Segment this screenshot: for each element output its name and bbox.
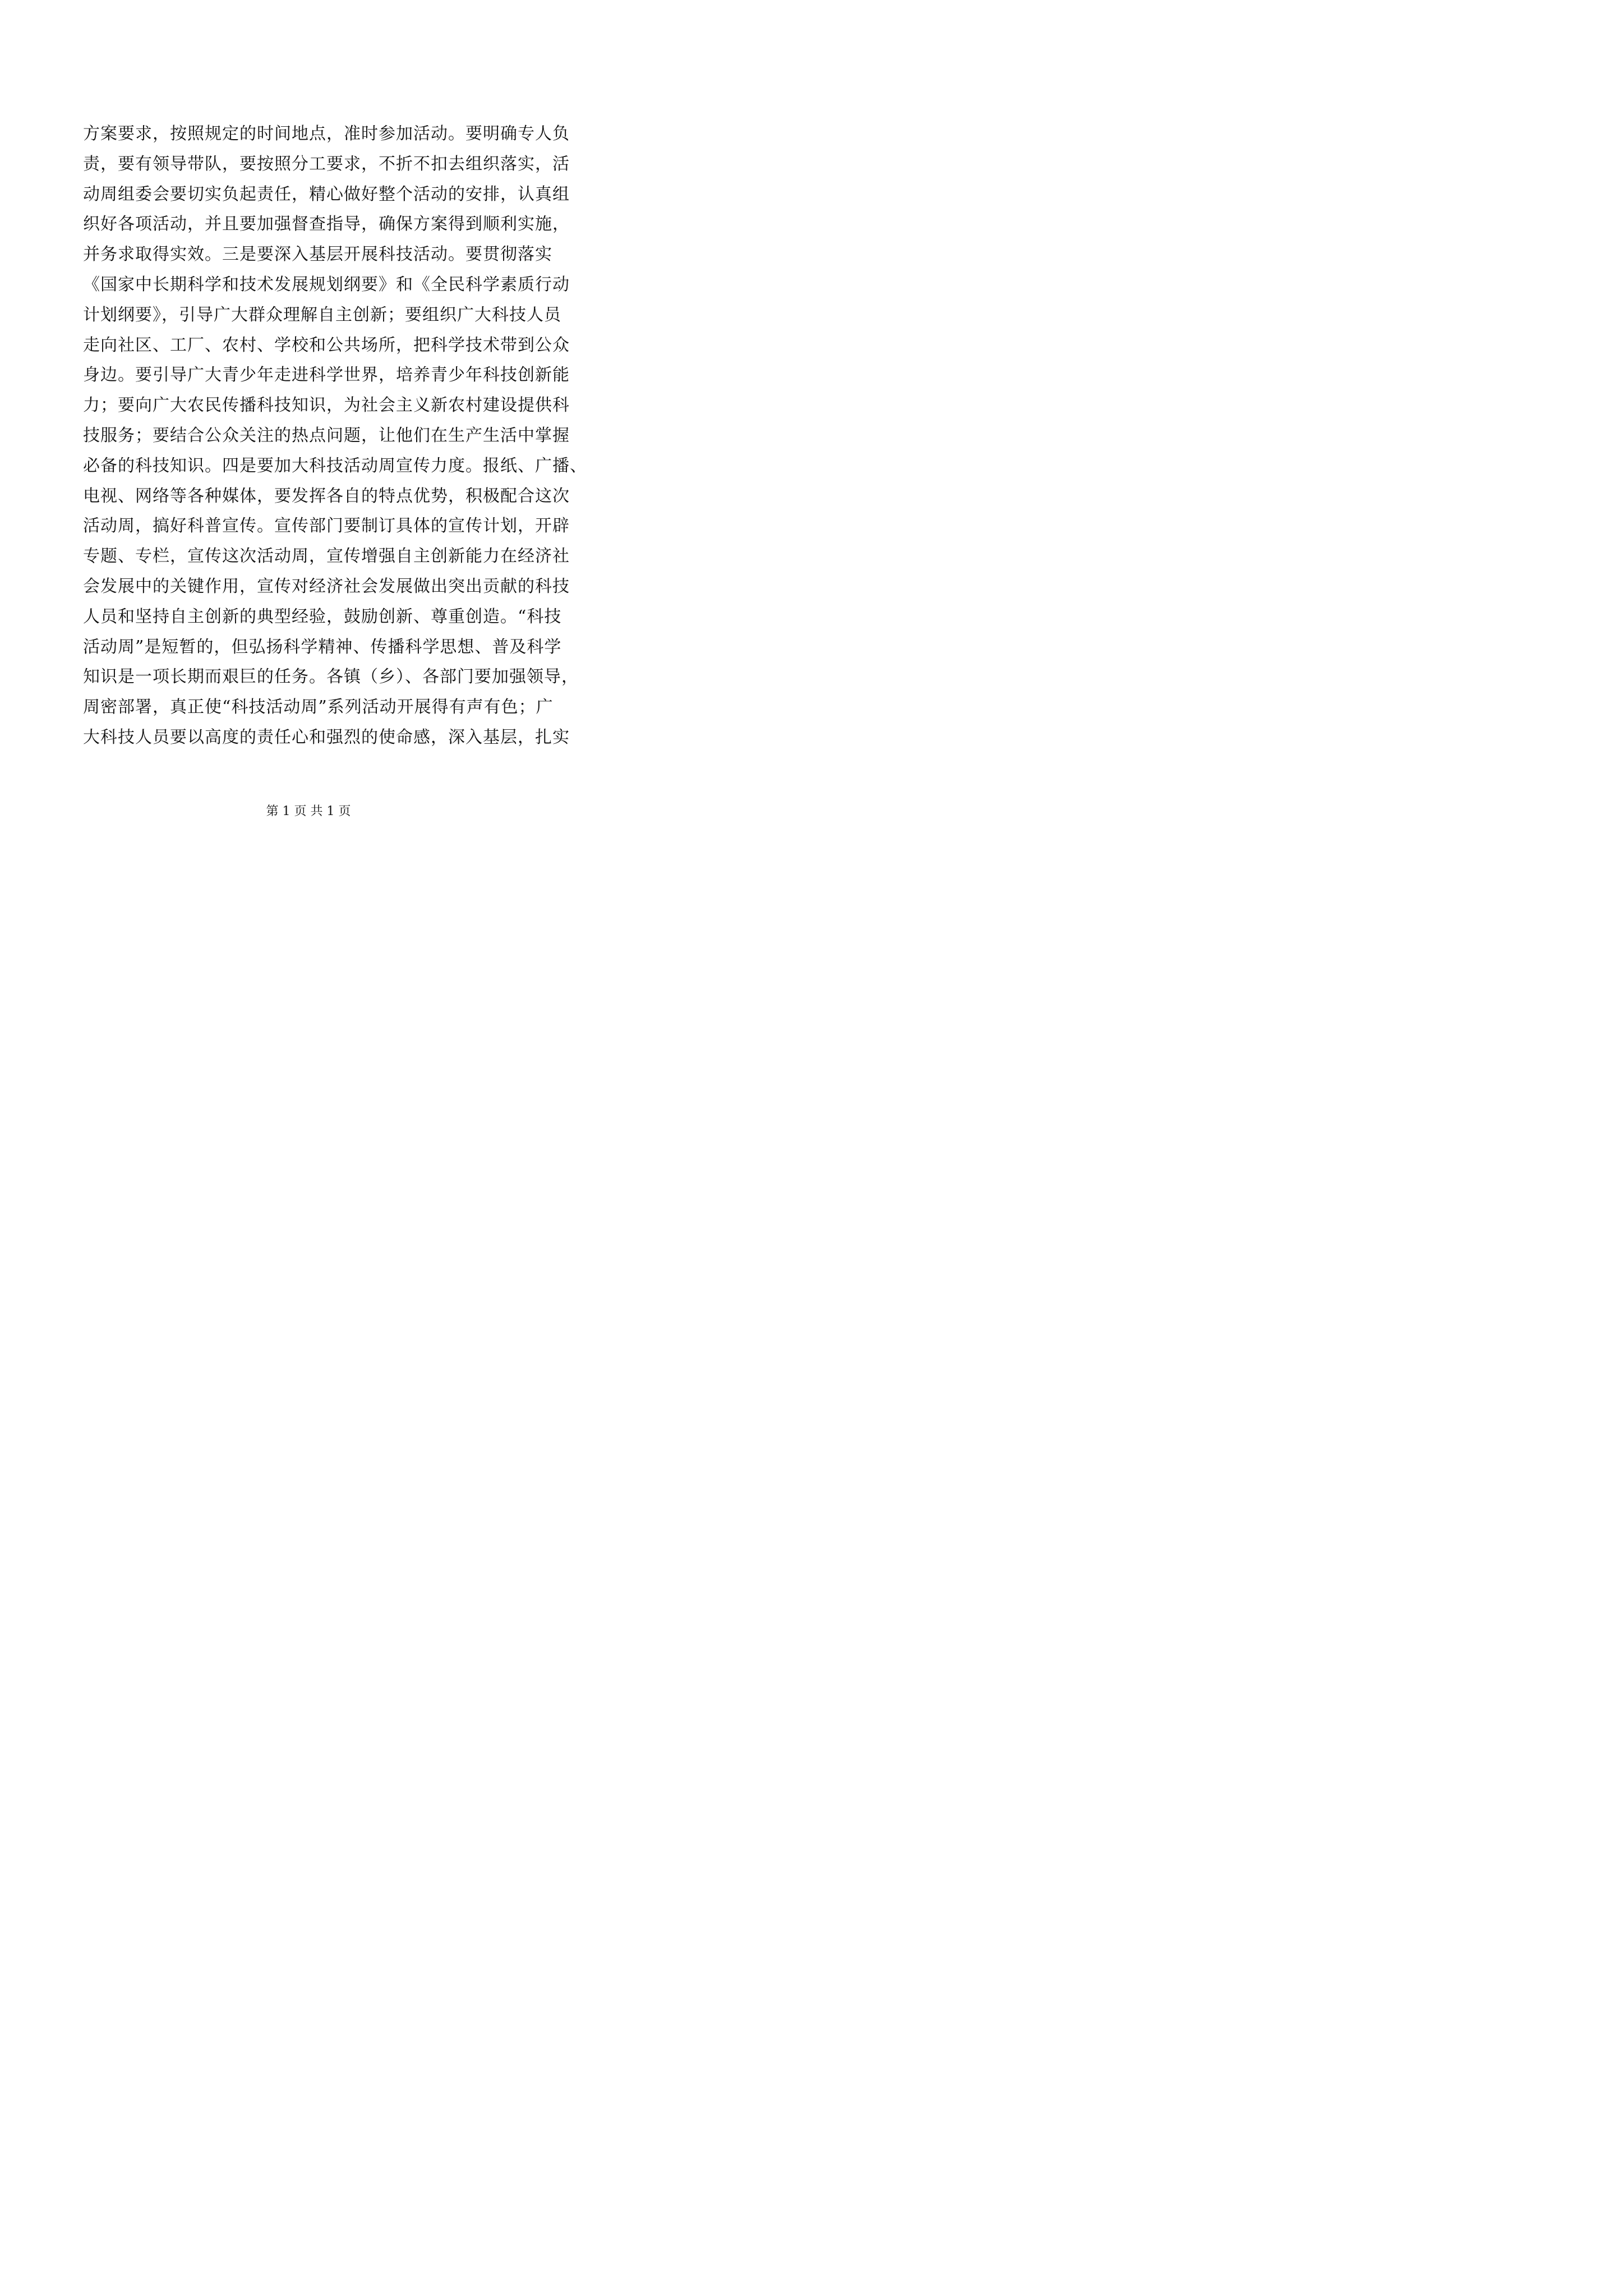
text-line: 知识是一项长期而艰巨的任务。各镇（乡）、各部门要加强领导， [83, 667, 579, 687]
text-line: 身边。要引导广大青少年走进科学世界，培养青少年科技创新能 [83, 365, 570, 385]
text-line: 人员和坚持自主创新的典型经验，鼓励创新、尊重创造。“科技 [83, 606, 562, 627]
body-text [83, 119, 587, 753]
text-line: 活动周，搞好科普宣传。宣传部门要制订具体的宣传计划，开辟 [83, 516, 570, 536]
text-line: 电视、网络等各种媒体，要发挥各自的特点优势，积极配合这次 [83, 486, 570, 506]
text-line: 动周组委会要切实负起责任，精心做好整个活动的安排，认真组 [83, 184, 570, 204]
text-line: 《国家中长期科学和技术发展规划纲要》和《全民科学素质行动 [83, 274, 570, 295]
text-line: 织好各项活动，并且要加强督查指导，确保方案得到顺利实施， [83, 214, 570, 234]
text-line: 必备的科技知识。四是要加大科技活动周宣传力度。报纸、广播、 [83, 455, 587, 476]
text-line: 专题、专栏，宣传这次活动周，宣传增强自主创新能力在经济社 [83, 546, 570, 567]
text-line: 大科技人员要以高度的责任心和强烈的使命感，深入基层，扎实 [83, 727, 570, 747]
text-line: 力；要向广大农民传播科技知识，为社会主义新农村建设提供科 [83, 395, 570, 416]
text-line: 走向社区、工厂、农村、学校和公共场所，把科学技术带到公众 [83, 335, 570, 355]
text-line: 周密部署，真正使“科技活动周”系列活动开展得有声有色；广 [83, 697, 554, 717]
text-line: 活动周”是短暂的，但弘扬科学精神、传播科学思想、普及科学 [83, 637, 562, 657]
document-page [0, 0, 617, 873]
text-line: 责，要有领导带队，要按照分工要求，不折不扣去组织落实，活 [83, 154, 570, 174]
text-line: 方案要求，按照规定的时间地点，准时参加活动。要明确专人负 [83, 124, 570, 144]
text-line: 会发展中的关键作用，宣传对经济社会发展做出突出贡献的科技 [83, 576, 570, 596]
text-line: 计划纲要》，引导广大群众理解自主创新；要组织广大科技人员 [83, 305, 561, 325]
text-line: 技服务；要结合公众关注的热点问题，让他们在生产生活中掌握 [83, 425, 570, 445]
page-number-footer: 第 1 页 共 1 页 [266, 804, 351, 818]
text-line: 并务求取得实效。三是要深入基层开展科技活动。要贯彻落实 [83, 245, 552, 265]
